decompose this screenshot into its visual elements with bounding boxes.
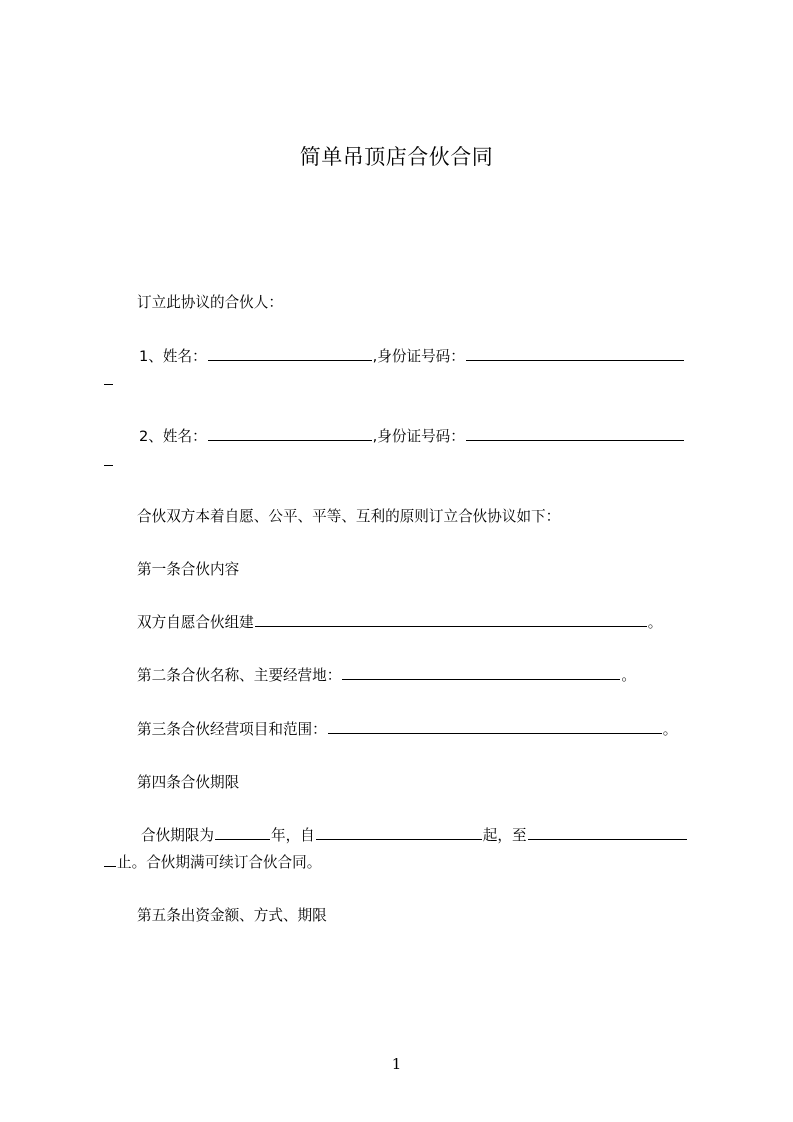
principle-text: 合伙双方本着自愿、公平、平等、互利的原则订立合伙协议如下：	[137, 508, 561, 525]
partner2-name-blank	[208, 428, 372, 441]
article3-line	[104, 718, 737, 739]
article4-term-line-2	[104, 851, 704, 872]
term-years-blank	[215, 827, 270, 840]
partner1-id-blank-continued	[104, 384, 113, 385]
article2-end: 。	[621, 667, 636, 684]
partner1-id-blank	[466, 348, 684, 361]
partner2-id-label: ,身份证号码：	[372, 428, 465, 445]
article2-line	[104, 664, 737, 685]
article4-term-b: 年，自	[270, 827, 315, 844]
document-title: 简单吊顶店合伙合同	[299, 145, 494, 169]
article1-blank	[255, 614, 647, 627]
article3-blank	[328, 721, 662, 734]
article2-text: 第二条合伙名称、主要经营地：	[137, 667, 342, 684]
partner2-name-label: 2、姓名：	[139, 428, 207, 445]
article3-end: 。	[662, 721, 678, 738]
intro-text: 订立此协议的合伙人：	[137, 294, 283, 311]
article4-term-d: 止。合伙期满可续订合伙合同。	[117, 854, 322, 871]
partner1-name-label: 1、姓名：	[139, 348, 207, 365]
page-number: 1	[391, 1055, 402, 1073]
term-end-blank	[528, 827, 687, 840]
article1-heading: 第一条合伙内容	[137, 561, 240, 578]
term-end-blank-continued	[104, 854, 116, 867]
article2-blank	[342, 667, 620, 680]
article1-end: 。	[647, 614, 663, 631]
article3-text: 第三条合伙经营项目和范围：	[137, 721, 327, 738]
article4-heading: 第四条合伙期限	[137, 774, 240, 791]
term-start-blank	[316, 827, 482, 840]
article4-term-c: 起，至	[482, 827, 527, 844]
partner1-name-blank	[208, 348, 372, 361]
partner2-line	[104, 425, 739, 446]
article1-line	[104, 611, 737, 632]
partner2-id-blank-continued	[104, 465, 113, 466]
article4-term-line	[104, 824, 741, 845]
partner1-id-label: ,身份证号码：	[372, 348, 465, 365]
article4-term-a: 合伙期限为	[141, 827, 214, 844]
article5-heading: 第五条出资金额、方式、期限	[137, 907, 327, 924]
partner1-line	[104, 345, 739, 366]
article1-text: 双方自愿合伙组建	[137, 614, 254, 631]
partner2-id-blank	[466, 428, 684, 441]
